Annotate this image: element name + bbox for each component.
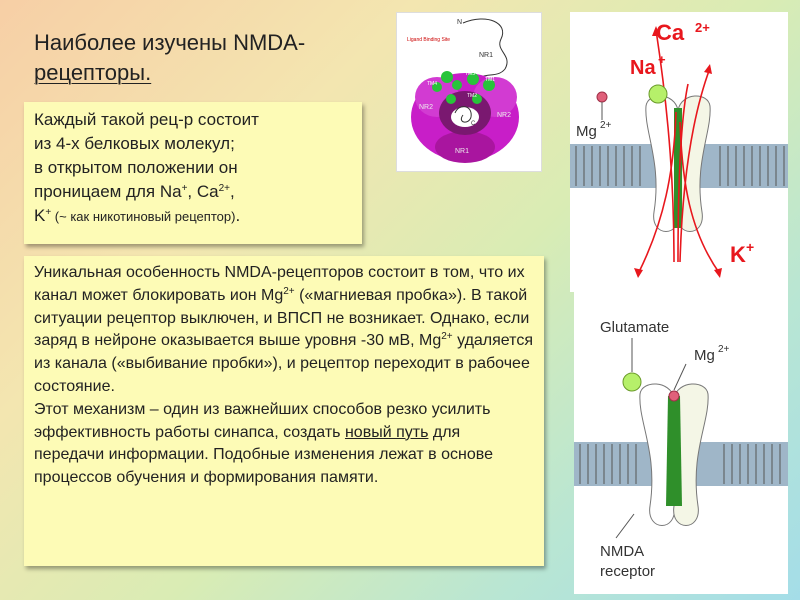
open-channel-svg xyxy=(570,12,788,292)
blocked-channel-svg xyxy=(574,292,788,594)
box2-new-path-underlined: новый путь xyxy=(344,423,429,441)
receptor-structure-image xyxy=(396,12,542,172)
subunit-blob-3 xyxy=(435,131,495,163)
box2-p2-part-b: для передачи информации. Подобные изменения лежат в основе процессов обучения и формирования памяти. xyxy=(34,423,493,487)
box1-line-1: Каждый такой рец-р состоит xyxy=(34,110,259,129)
subunit-label-nr2-right: NR2 xyxy=(497,112,512,119)
nmda-pointer-line xyxy=(616,514,634,538)
n-terminal-label: N xyxy=(457,19,463,26)
info-box-mg-block xyxy=(24,256,544,566)
mg-charge: 2+ xyxy=(600,120,612,131)
box1-na-text: проницаем для Na xyxy=(34,182,182,201)
box2-mg-charge-2: 2+ xyxy=(441,331,453,343)
channel-pore-green-2 xyxy=(666,396,682,506)
glutamate-sphere-2 xyxy=(623,373,641,391)
box2-p1-part-c: удаляется из канала («выбивание пробки»), и рецептор переходит в рабочее состояние. xyxy=(34,332,533,395)
box1-line-5 xyxy=(34,204,352,229)
tm-label-2: TM4 xyxy=(427,81,437,87)
page-title xyxy=(34,28,374,88)
open-channel-diagram xyxy=(570,12,788,292)
ca-label: Ca xyxy=(656,20,685,45)
box2-paragraph-1 xyxy=(34,262,534,399)
box2-p2-part-a: Этот механизм – один из важнейших способов резко усилить эффективность работы синапса, создать xyxy=(34,400,491,441)
box1-comma: , xyxy=(230,182,235,201)
box1-line-2: из 4-х белковых молекул; xyxy=(34,134,235,153)
box1-line-3: в открытом положении он xyxy=(34,158,238,177)
tm-sphere-1 xyxy=(441,71,453,83)
mg-label: Mg xyxy=(576,123,597,140)
na-charge: + xyxy=(658,52,666,67)
tm-label-3: TM1 xyxy=(485,77,495,83)
k-label: K xyxy=(730,242,746,267)
title-line-1: Наиболее изучены NMDA- xyxy=(34,30,306,55)
tm-sphere-2 xyxy=(452,80,462,90)
subunit-label-nr2-left: NR2 xyxy=(419,104,434,111)
tm-label-4: TM2 xyxy=(467,93,477,99)
box1-k-charge: + xyxy=(45,207,52,218)
tm-label-1: TM3 xyxy=(465,71,475,77)
box2-p1-part-a: Уникальная особенность NMDA-рецепторов состоит в том, что их канал может блокировать ион Mg xyxy=(34,264,525,304)
glutamate-label: Glutamate xyxy=(600,319,670,336)
subunit-label-nr1-bottom: NR1 xyxy=(455,148,470,155)
glutamate-sphere xyxy=(649,85,667,103)
box1-period: . xyxy=(235,206,241,225)
nmda-label: NMDA xyxy=(600,543,645,560)
receptor-label: receptor xyxy=(600,563,656,580)
box2-mg-charge-1: 2+ xyxy=(283,285,295,297)
c-terminal-label: C xyxy=(471,121,476,127)
blocked-channel-diagram xyxy=(574,292,788,594)
mg-plug-sphere xyxy=(669,391,679,401)
box1-nicotinic-note: (~ как никотиновый рецептор) xyxy=(51,209,236,224)
box1-k-text: K xyxy=(34,206,46,225)
mg-label-2: Mg xyxy=(694,347,715,364)
box2-p1-part-b: («магниевая пробка»). В такой ситуации рецептор выключен, и ВПСП не возникает. Однако, если заряд в нейроне оказывается выше уровня -30 мВ, Mg xyxy=(34,286,530,350)
box1-ca-text: , Ca xyxy=(187,182,219,201)
ca-charge: 2+ xyxy=(695,20,710,35)
mg-charge-2: 2+ xyxy=(718,344,730,355)
info-box-structure xyxy=(24,102,362,244)
subunit-label-nr1-top: NR1 xyxy=(479,52,494,59)
receptor-structure-svg xyxy=(397,13,541,171)
na-label: Na xyxy=(630,57,656,79)
box2-paragraph-2 xyxy=(34,399,534,490)
title-line-2: рецепторы. xyxy=(34,60,152,85)
box1-ca-charge: 2+ xyxy=(218,183,230,194)
mg-ion-sphere xyxy=(597,92,607,102)
ligand-binding-label: Ligand Binding Site xyxy=(407,37,451,43)
box1-line-4 xyxy=(34,180,352,204)
tm-sphere-6 xyxy=(446,94,456,104)
box1-na-charge: + xyxy=(181,183,188,194)
k-charge: + xyxy=(746,239,755,255)
